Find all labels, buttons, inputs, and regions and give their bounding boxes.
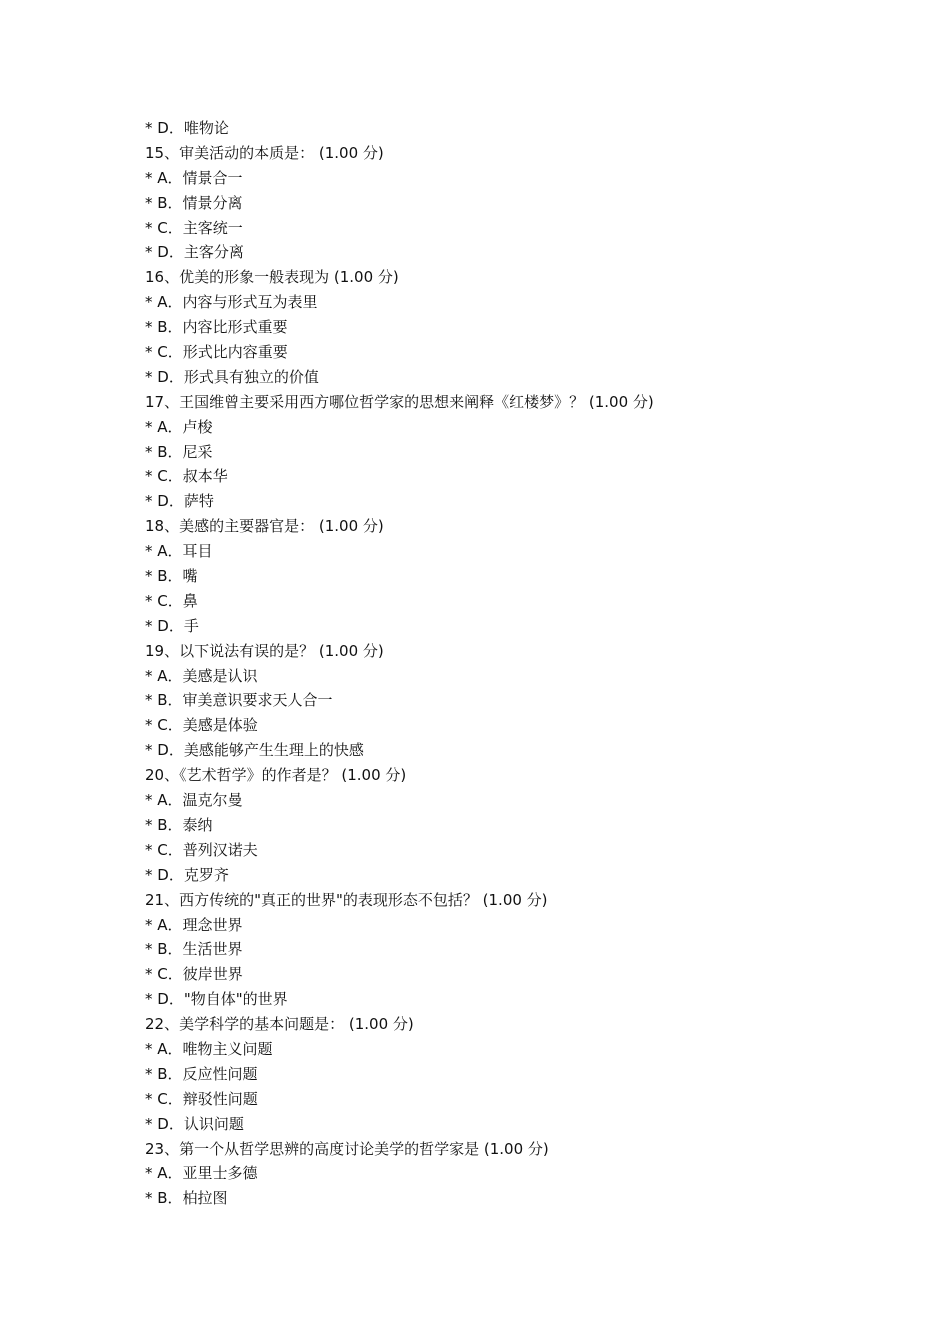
option-line: * A．唯物主义问题 — [145, 1039, 273, 1058]
option-line: * A．情景合一 — [145, 168, 243, 187]
option-line: * C．形式比内容重要 — [145, 343, 288, 362]
quiz-content — [145, 116, 905, 1211]
option-line: * B．柏拉图 — [145, 1189, 228, 1208]
option-line: * B．内容比形式重要 — [145, 318, 288, 337]
option-line: * B．生活世界 — [145, 940, 243, 959]
option-line: * C．普列汉诺夫 — [145, 840, 258, 859]
option-line: * C．叔本华 — [145, 467, 228, 486]
option-line: * A．理念世界 — [145, 915, 243, 934]
option-line: * A．温克尔曼 — [145, 791, 243, 810]
question-line: 23、第一个从哲学思辨的高度讨论美学的哲学家是 (1.00 分) — [145, 1139, 549, 1158]
option-line: * D．唯物论 — [145, 119, 229, 137]
option-line: * C．鼻 — [145, 591, 198, 610]
option-line: * D．克罗齐 — [145, 865, 229, 884]
option-line: * D．主客分离 — [145, 243, 244, 262]
option-line: * D．认识问题 — [145, 1114, 244, 1133]
option-line: * A．卢梭 — [145, 417, 213, 436]
option-line: * C．美感是体验 — [145, 716, 258, 735]
option-line: * B．审美意识要求天人合一 — [145, 691, 333, 710]
option-line: * A．耳目 — [145, 542, 213, 561]
option-line: * D．形式具有独立的价值 — [145, 367, 319, 386]
question-line: 22、美学科学的基本问题是： (1.00 分) — [145, 1015, 414, 1034]
option-line: * B．嘴 — [145, 567, 198, 586]
question-line: 15、审美活动的本质是： (1.00 分) — [145, 143, 384, 162]
option-line: * C．辩驳性问题 — [145, 1089, 258, 1108]
option-line: * D．萨特 — [145, 492, 214, 511]
option-line: * A．亚里士多德 — [145, 1164, 258, 1183]
option-line: * C．彼岸世界 — [145, 965, 243, 984]
question-line: 16、优美的形象一般表现为 (1.00 分) — [145, 268, 399, 287]
option-line: * C．主客统一 — [145, 218, 243, 237]
option-line: * B．尼采 — [145, 442, 213, 461]
option-line: * A．内容与形式互为表里 — [145, 293, 318, 312]
option-line: * B．反应性问题 — [145, 1064, 258, 1083]
question-line: 19、以下说法有误的是？ (1.00 分) — [145, 641, 384, 660]
question-line: 20、《艺术哲学》的作者是？ (1.00 分) — [145, 766, 407, 785]
option-line: * D．"物自体"的世界 — [145, 990, 288, 1009]
question-line: 17、王国维曾主要采用西方哪位哲学家的思想来阐释《红楼梦》？ (1.00 分) — [145, 392, 654, 411]
option-line: * D．手 — [145, 616, 199, 635]
option-line: * A．美感是认识 — [145, 666, 258, 685]
option-line: * B．情景分离 — [145, 193, 243, 212]
question-line: 18、美感的主要器官是： (1.00 分) — [145, 517, 384, 536]
option-line: * D．美感能够产生生理上的快感 — [145, 741, 364, 760]
question-line: 21、西方传统的"真正的世界"的表现形态不包括？ (1.00 分) — [145, 890, 548, 909]
option-line: * B．泰纳 — [145, 815, 213, 834]
